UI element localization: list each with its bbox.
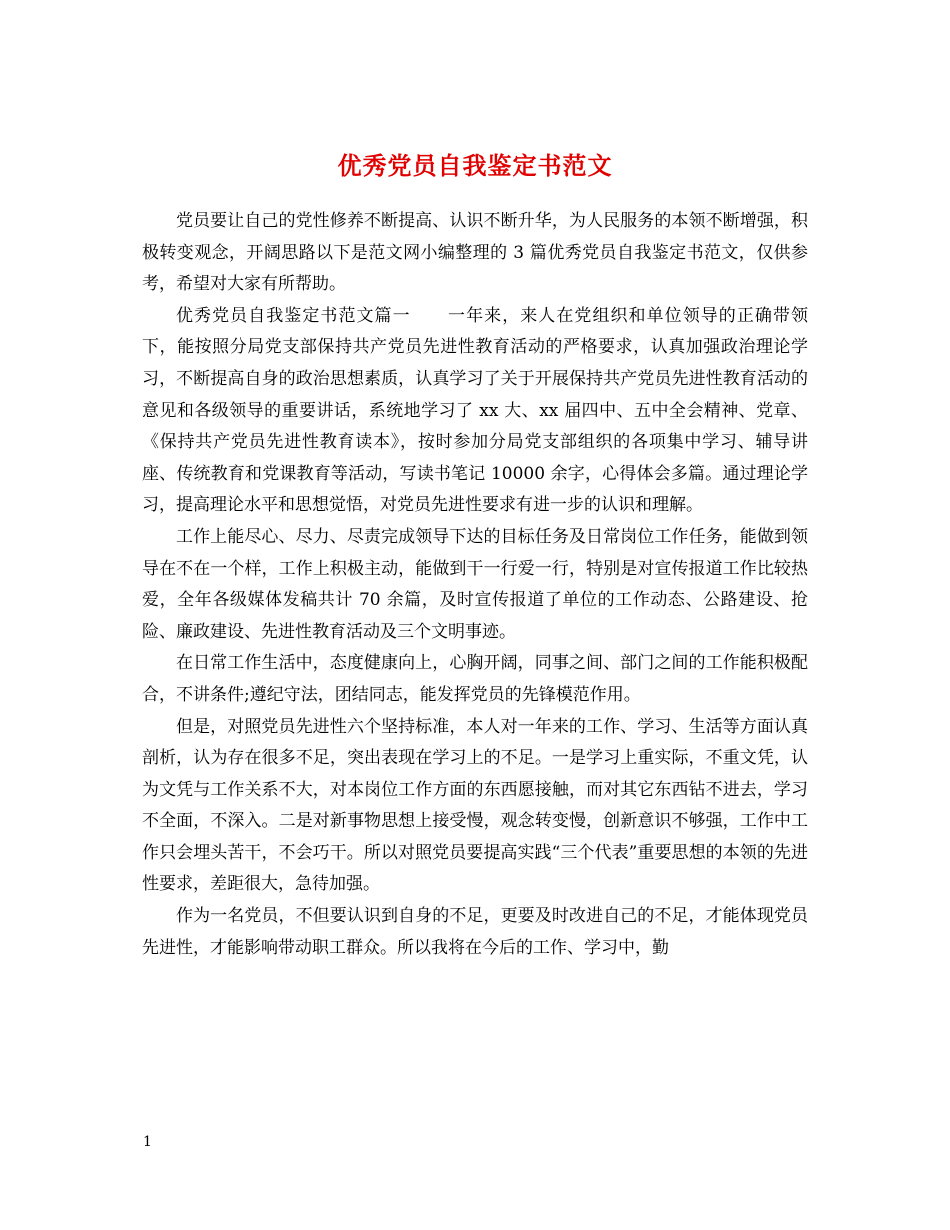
shortcomings-paragraph: 但是，对照党员先进性六个坚持标准，本人对一年来的工作、学习、生活等方面认真剖析，认为存在很多不足，突出表现在学习上的不足。一是学习上重实际，不重文凭，认为文凭与工作关系不大，对本岗位工作方面的东西愿接触，而对其它东西钻不进去，学习不全面，不深入。二是对新事物思想上接受慢，观念转变慢，创新意识不够强，工作中工作只会埋头苦干，不会巧干。所以对照党员要提高实践“三个代表”重要思想的本领的先进性要求，差距很大，急待加强。 (142, 716, 808, 895)
improvement-paragraph: 作为一名党员，不但要认识到自身的不足，更要及时改进自己的不足，才能体现党员先进性，才能影响带动职工群众。所以我将在今后的工作、学习中，勤 (142, 906, 808, 958)
document-body (142, 206, 808, 964)
document-title: 优秀党员自我鉴定书范文 (337, 151, 613, 181)
section-heading: 优秀党员自我鉴定书范文篇一 (176, 305, 411, 326)
work-paragraph: 工作上能尽心、尽力、尽责完成领导下达的目标任务及日常岗位工作任务，能做到领导在不在一个样，工作上积极主动，能做到干一行爱一行，特别是对宣传报道工作比较热爱，全年各级媒体发稿共计 70 余篇，及时宣传报道了单位的工作动态、公路建设、抢险、廉政建设、先进性教育活动及三个文明事迹。 (142, 526, 808, 642)
daily-life-paragraph: 在日常工作生活中，态度健康向上，心胸开阔，同事之间、部门之间的工作能积极配合，不讲条件;遵纪守法，团结同志，能发挥党员的先锋模范作用。 (142, 653, 808, 705)
section-one-paragraph (142, 301, 808, 522)
section-one-text: 一年来，来人在党组织和单位领导的正确带领下，能按照分局党支部保持共产党员先进性教育活动的严格要求，认真加强政治理论学习，不断提高自身的政治思想素质，认真学习了关于开展保持共产党员先进性教育活动的意见和各级领导的重要讲话，系统地学习了 xx 大、xx 届四中、五中全会精神、党章、《保持共产党员先进性教育读本》，按时参加分局党支部组织的各项集中学习、辅导讲座、传统教育和党课教育等活动，写读书笔记 10000 余字，心得体会多篇。通过理论学习，提高理论水平和思想觉悟，对党员先进性要求有进一步的认识和理解。 (142, 305, 809, 516)
intro-paragraph: 党员要让自己的党性修养不断提高、认识不断升华，为人民服务的本领不断增强，积极转变观念，开阔思路以下是范文网小编整理的 3 篇优秀党员自我鉴定书范文，仅供参考，希望对大家有所帮助。 (142, 211, 808, 295)
page-number: 1 (143, 1134, 152, 1150)
